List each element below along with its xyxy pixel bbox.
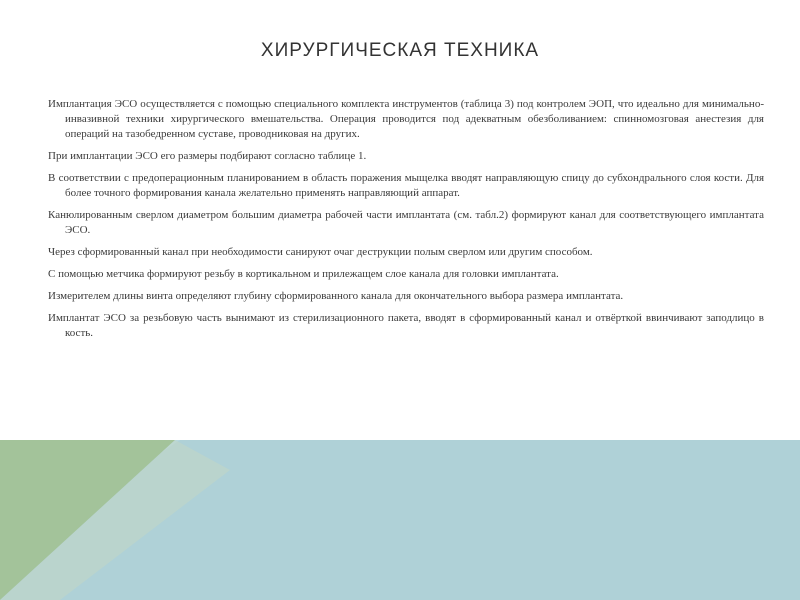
paragraph-implantation: Имплантация ЭСО осуществляется с помощью специального комплекта инструментов (таблица 3) под контролем ЭОП, что идеально для минимально-инвазивной техники хирургического вмешательства. Операция проводится под адекватным обезболиванием: спинномозговая анестезия для операций на тазобедренном суставе, проводниковая на других.	[48, 98, 764, 140]
paragraph-debridement: Через сформированный канал при необходимости санируют очаг деструкции полым сверлом или другим способом.	[48, 246, 593, 258]
paragraph-sizing: При имплантации ЭСО его размеры подбирают согласно таблице 1.	[48, 150, 367, 162]
paragraph-guide-wire: В соответствии с предоперационным планированием в область поражения мыщелка вводят направляющую спицу до субхондрального слоя кости. Для более точного формирования канала желательно применять направляющий аппарат.	[48, 172, 764, 199]
paragraph-drilling: Канюлированным сверлом диаметром большим диаметра рабочей части имплантата (см. табл.2) формируют канал для соответствующего имплантата ЭСО.	[48, 209, 764, 236]
paragraph-measuring: Измерителем длины винта определяют глубину сформированного канала для окончательного выбора размера имплантата.	[48, 290, 624, 302]
slide-title: ХИРУРГИЧЕСКАЯ ТЕХНИКА	[260, 40, 540, 61]
body-text	[48, 97, 764, 348]
paragraph-tapping: С помощью метчика формируют резьбу в кортикальном и прилежащем слое канала для головки имплантата.	[48, 268, 559, 280]
paragraph-insertion: Имплантат ЭСО за резьбовую часть вынимают из стерилизационного пакета, вводят в сформированный канал и отвёрткой ввинчивают заподлицо в кость.	[48, 312, 764, 339]
